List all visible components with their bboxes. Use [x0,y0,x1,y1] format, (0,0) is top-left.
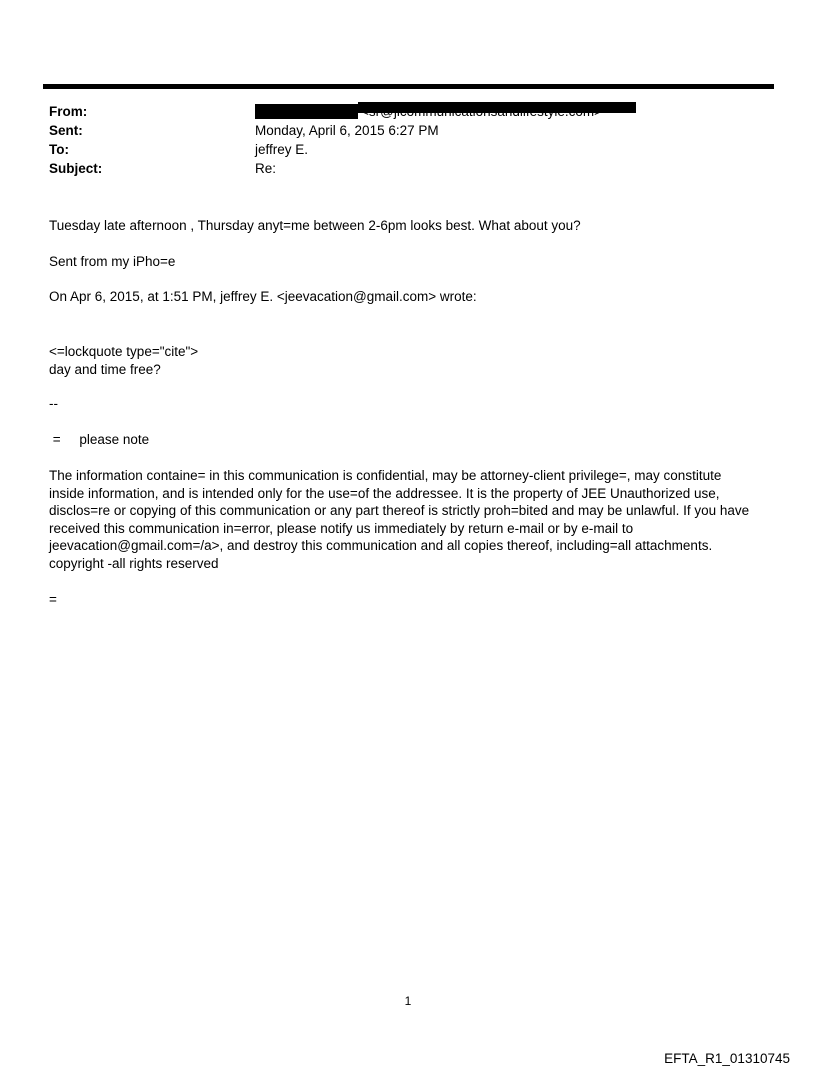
from-row [49,102,779,121]
subject-row [49,159,779,178]
disclaimer-line: copyright -all rights reserved [49,555,219,571]
disclaimer-line: received this communication in=error, please notify us immediately by return e-mail or by e-mail to [49,520,634,536]
signature-line: Sent from my iPho=e [49,254,176,269]
disclaimer-line: inside information, and is intended only for the use=of the addressee. It is the property of JEE Unauthorized use, [49,485,720,501]
subject-value: Re: [255,161,277,176]
to-label: To: [49,142,69,157]
to-value: jeffrey E. [255,142,309,157]
email-header [49,102,779,178]
quoted-block [49,343,779,378]
sent-row [49,121,779,140]
quote-attribution: On Apr 6, 2015, at 1:51 PM, jeffrey E. <jeevacation@gmail.com> wrote: [49,289,477,304]
disclaimer-line: The information containe= in this communication is confidential, may be attorney-client privilege=, may constitute [49,468,722,483]
sent-value: Monday, April 6, 2015 6:27 PM [255,123,439,138]
bates-number: EFTA_R1_01310745 [664,1051,790,1066]
subject-label: Subject: [49,161,103,176]
signature-separator: -- [49,396,58,411]
sent-label: Sent: [49,123,83,138]
disclaimer-paragraph [49,467,779,572]
trailing-equals: = [49,592,57,607]
redaction-bar-overlay [358,102,636,113]
please-note-line: = please note [49,432,150,447]
redaction-bar [255,104,358,119]
blockquote-artifact: <=lockquote type="cite"> [49,344,199,359]
from-value [255,104,602,119]
reply-line: Tuesday late afternoon , Thursday anyt=me between 2-6pm looks best. What about you? [49,218,581,233]
from-label: From: [49,104,88,119]
page-number: 1 [404,994,412,1008]
quoted-message: day and time free? [49,361,161,377]
disclaimer-line: jeevacation@gmail.com=/a>, and destroy this communication and all copies thereof, including=all attachments. [49,538,713,553]
header-divider-rule [43,84,774,89]
from-email-redacted [361,104,602,119]
disclaimer-line: disclos=re or copying of this communication or any part thereof is strictly proh=bited and may be unlawful. If you have [49,503,750,518]
to-row [49,140,779,159]
